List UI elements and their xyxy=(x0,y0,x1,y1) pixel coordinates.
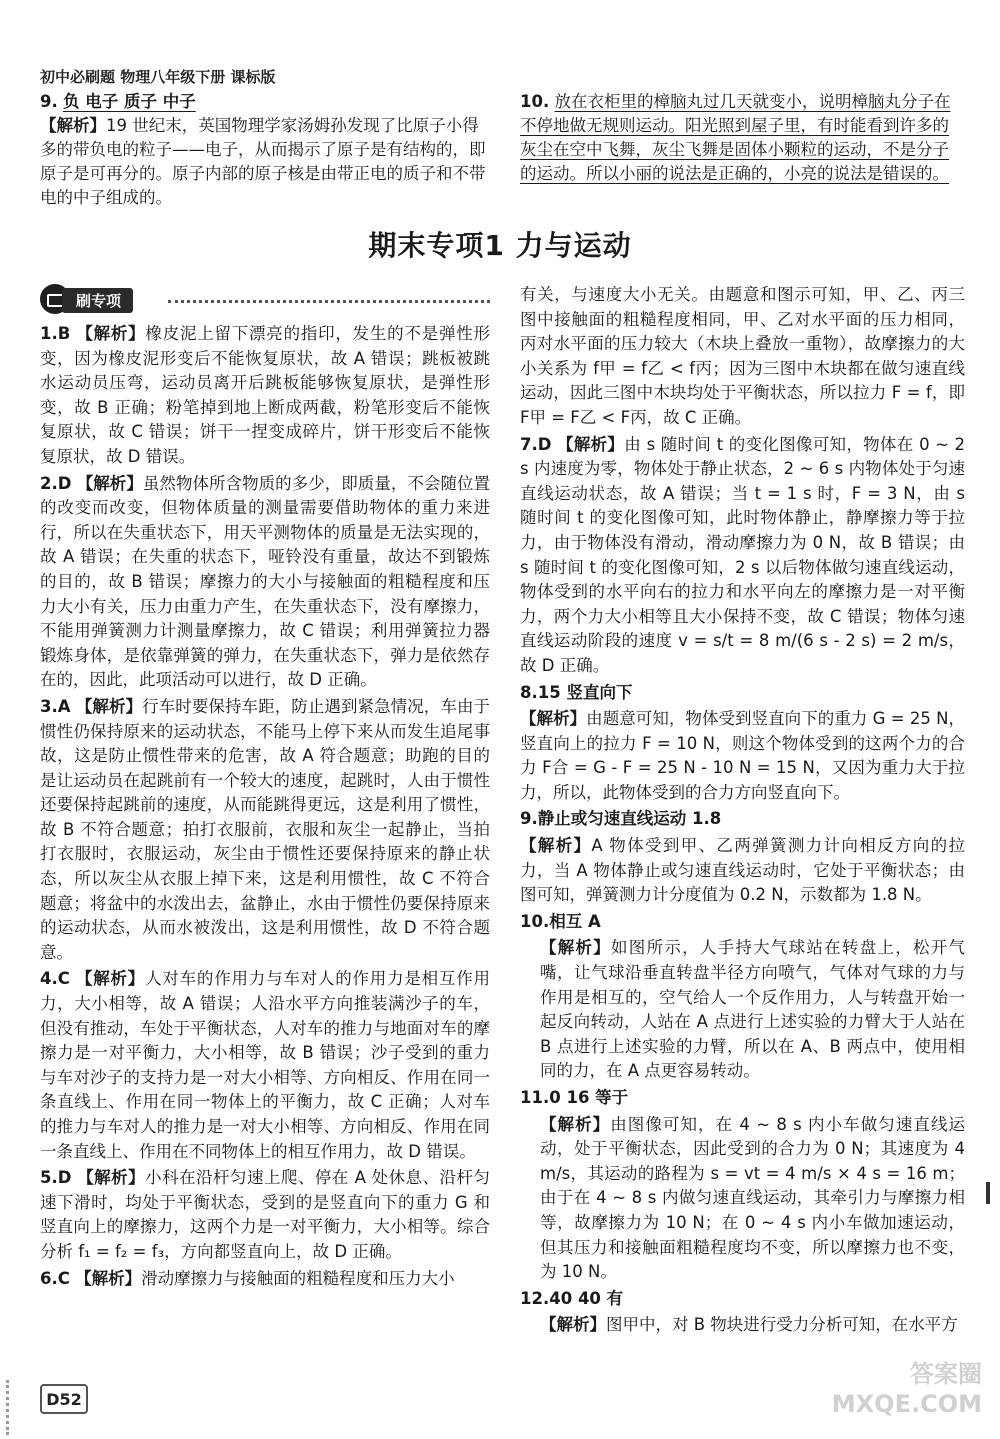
question-number: 5. xyxy=(40,1168,58,1188)
answer-9-block xyxy=(40,90,490,210)
answer-item xyxy=(40,695,490,966)
answer-text: 0 16 等于 xyxy=(549,1088,629,1107)
analysis-text: 放在衣柜里的樟脑丸过几天就变小，说明樟脑丸分子在不停地做无规则运动。阳光照到屋子里，有时能看到许多的灰尘在空中飞舞，灰尘飞舞是固体小颗粒的运动，不是分子的运动。所以小丽的说法是正确的，小亮的说法是错误的。 xyxy=(520,92,951,183)
watermark-line-1: 答案圈 xyxy=(910,1360,982,1388)
answer-item xyxy=(40,967,490,1164)
analysis-text: 19 世纪末，英国物理学家汤姆孙发现了比原子小得多的带负电的粒子——电子，从而揭示了原子是有结构的，即原子是可再分的。原子内部的原子核是由带正电的质子和不带电的中子组成的。 xyxy=(40,116,486,207)
analysis-tag: 【解析】 xyxy=(76,473,143,493)
analysis-tag: 【解析】 xyxy=(75,696,143,716)
answer-item xyxy=(40,1166,490,1264)
section-title: 期末专项1 力与运动 xyxy=(368,229,632,262)
analysis-text: 虽然物体所含物质的多少，即质量，不会随位置的改变而改变，但物体质量的测量需要借助物体的重力来进行，所以在失重状态下，用天平测物体的质量是无法实现的，故 A 错误；在失重的状态下，哑铃没有重量，故达不到锻炼的目的，故 B 错误；摩擦力的大小与接触面的粗糙程度和压力大小有关，压力由重力产生，在失重状态下，没有摩擦力，不能用弹簧测力计测量摩擦力，故 C 错误；利用弹簧拉力器锻炼身体，是依靠弹簧的弹力，在失重状态下，弹力是依然存在的，因此，此项活动可以进行，故 D 正确。 xyxy=(40,473,490,690)
question-number: 4. xyxy=(40,969,58,989)
analysis-tag: 【解析】 xyxy=(520,836,592,856)
section-badge xyxy=(40,284,490,316)
answer-text: C xyxy=(57,969,70,989)
analysis-text: 小科在沿杆匀速上爬、停在 A 处休息、沿杆匀速下滑时，均处于平衡状态，受到的是竖直向下的重力 G 和竖直向上的摩擦力，这两个力是一对平衡力，大小相等。综合分析 f₁ = f₂ = f₃，方向都竖直向上，故 D 正确。 xyxy=(40,1168,490,1261)
question-number: 10. xyxy=(520,92,550,111)
analysis-tag: 【解析】 xyxy=(520,709,587,729)
analysis-block xyxy=(520,834,965,908)
question-number: 2. xyxy=(40,473,58,493)
question-number: 1. xyxy=(40,324,58,343)
analysis-tag: 【解析】 xyxy=(77,1168,146,1188)
analysis-block xyxy=(520,936,965,1084)
analysis-text: 图甲中，对 B 物块进行受力分析可知，在水平方 xyxy=(606,1315,958,1335)
answer-text: 静止或匀速直线运动 1.8 xyxy=(537,809,722,829)
analysis-tag: 【解析】 xyxy=(540,1114,611,1134)
left-column xyxy=(40,322,490,1372)
badge-label: 刷专项 xyxy=(62,288,133,313)
margin-mark xyxy=(986,1182,990,1204)
analysis-text: 行车时要保持车距，防止遇到紧急情况，车由于惯性仍保持原来的运动状态，不能马上停下来从而发生追尾事故，这是防止惯性带来的危害，故 A 符合题意；助跑的目的是让运动员在起跳前有一个较大的速度，起跳时，人由于惯性还要保持起跳前的速度，从而能跳得更远，这是利用了惯性，故 B 不符合题意；拍打衣服前，衣服和灰尘一起静止，当拍打衣服时，衣服运动，灰尘由于惯性还要保持原来的静止状态，所以灰尘从衣服上掉下来，这是利用惯性，故 C 不符合题意；将盆中的水泼出去，盆静止，水由于惯性仍要保持原来的运动状态，从而水被泼出，这是利用惯性，故 D 不符合题意。 xyxy=(40,696,490,962)
question-number: 9. xyxy=(40,92,58,111)
answer-text: 15 竖直向下 xyxy=(537,682,633,702)
analysis-text: 由图像可知，在 4 ~ 8 s 内小车做匀速直线运动，处于平衡状态，因此受到的合力为 0 N；其速度为 4 m/s，其运动的路程为 s = vt = 4 m/s × 4 s = 16 m；由于在 4 ~ 8 s 内做匀速直线运动，其牵引力与摩擦力相等，故摩擦力为 10 N；在 0 ~ 4 s 内小车做加速运动，但其压力和接触面粗糙程度均不变，所以摩擦力也不变，为 10 N。 xyxy=(540,1114,965,1282)
edge-dotted-line xyxy=(6,1380,37,1435)
answer-text: 相互 A xyxy=(549,911,601,931)
analysis-tag: 【解析】 xyxy=(40,116,106,135)
book-header: 初中必刷题 物理八年级下册 课标版 xyxy=(40,68,276,86)
analysis-text: 滑动摩擦力与接触面的粗糙程度和压力大小 xyxy=(141,1268,455,1288)
analysis-tag: 【解析】 xyxy=(75,1268,142,1288)
dotted-divider xyxy=(168,300,490,303)
analysis-tag: 【解析】 xyxy=(540,1315,606,1335)
answer-item xyxy=(520,433,965,679)
analysis-tag: 【解析】 xyxy=(557,434,625,454)
answer-text: B xyxy=(57,324,71,343)
page-number: D52 xyxy=(40,1384,88,1414)
answer-text: 负 电子 质子 中子 xyxy=(63,92,196,111)
answer-text: 40 40 有 xyxy=(549,1288,624,1308)
analysis-tag: 【解析】 xyxy=(75,969,146,989)
analysis-text: 由题意可知，物体受到竖直向下的重力 G = 25 N，竖直向上的拉力 F = 10 N，则这个物体受到的这两个力的合力 F合 = G - F = 25 N - 10 N = 15 N，又因为重力大于拉力，所以，此物体受到的合力方向竖直向下。 xyxy=(520,709,965,802)
question-number: 12. xyxy=(520,1288,550,1308)
answer-item xyxy=(40,322,490,470)
question-number: 10. xyxy=(520,911,550,931)
analysis-block xyxy=(520,1113,965,1285)
answer-text: A xyxy=(57,696,71,716)
analysis-block xyxy=(520,1313,965,1338)
answer-item xyxy=(40,472,490,693)
question-number: 11. xyxy=(520,1088,550,1107)
question-number: 3. xyxy=(40,696,58,716)
answer-item xyxy=(520,807,965,832)
answer-item xyxy=(520,1287,965,1312)
analysis-tag: 【解析】 xyxy=(540,938,612,958)
answer-text: D xyxy=(57,1168,72,1188)
analysis-text: 由 s 随时间 t 的变化图像可知，物体在 0 ~ 2 s 内速度为零，物体处于静止状态，2 ~ 6 s 内物体处于匀速直线运动状态，故 A 错误；当 t = 1 s 时，F = 3 N，由 s 随时间 t 的变化图像可知，此时物体静止，静摩擦力等于拉力，由于物体没有滑动，滑动摩擦力为 0 N，故 B 错误；由 s 随时间 t 的变化图像可知，2 s 以后物体做匀速直线运动，物体受到的水平向右的拉力和水平向左的摩擦力是一对平衡力，两个力大小相等且大小保持不变，故 C 错误；物体匀速直线运动阶段的速度 v = s/t = 8 m/(6 s - 2 s) = 2 m/s，故 D 正确。 xyxy=(520,434,965,675)
analysis-text: 如图所示，人手持大气球站在转盘上，松开气嘴，让气球沿垂直转盘半径方向喷气，气体对气球的力与作用是相互的，空气给人一个反作用力，人与转盘开始一起反向转动，人站在 A 点进行上述实验的力臂大于人站在 B 点进行上述实验的力臂，所以在 A、B 两点中，使用相同的力，在 A 点更容易转动。 xyxy=(540,938,965,1081)
answer-item xyxy=(520,910,965,935)
answer-text: D xyxy=(57,473,72,493)
answer-item xyxy=(40,1267,490,1292)
answer-10-block xyxy=(520,90,965,186)
question-number: 9. xyxy=(520,809,538,829)
analysis-block xyxy=(520,707,965,805)
answer-item xyxy=(520,681,965,706)
watermark-line-2: MXQE.COM xyxy=(831,1390,982,1418)
answer-text: D xyxy=(537,434,552,454)
question-number: 8. xyxy=(520,682,538,702)
analysis-text: A 物体受到甲、乙两弹簧测力计向相反方向的拉力，当 A 物体静止或匀速直线运动时，它处于平衡状态；由图可知，弹簧测力计分度值为 0.2 N，示数都为 1.8 N。 xyxy=(520,836,965,905)
continued-text: 有关，与速度大小无关。由题意和图示可知，甲、乙、丙三图中接触面的粗糙程度相同，甲、乙对水平面的压力相同，丙对水平面的压力较大（木块上叠放一重物），故摩擦力的大小关系为 f甲 = f乙 < f丙；因为三图中木块都在做匀速直线运动，因此三图中木块均处于平衡状态，所以拉力 F = f，即 F甲 = F乙 < F丙，故 C 正确。 xyxy=(520,285,965,427)
watermark xyxy=(782,1359,982,1429)
analysis-text: 人对车的作用力与车对人的作用力是相互作用力，大小相等，故 A 错误；人沿水平方向推装满沙子的车，但没有推动，车处于平衡状态，人对车的推力与地面对车的摩擦力是一对平衡力，大小相等，故 B 错误；沙子受到的重力与车对沙子的支持力是一对大小相等、方向相反、作用在同一条直线上、作用在同一物体上的平衡力，故 C 正确；人对车的推力与车对人的推力是一对大小相等、方向相反、作用在同一条直线上、作用在不同物体上的相互作用力，故 D 错误。 xyxy=(40,969,490,1161)
right-column xyxy=(520,283,965,1383)
analysis-text: 橡皮泥上留下漂亮的指印，发生的不是弹性形变，因为橡皮泥形变后不能恢复原状，故 A 错误；跳板被跳水运动员压弯，运动员离开后跳板能够恢复原状，是弹性形变，故 B 正确；粉笔掉到地上断成两截，粉笔形变后不能恢复原状，故 C 错误；饼干一捏变成碎片，饼干形变后不能恢复原状，故 D 错误。 xyxy=(40,324,490,466)
answer-item xyxy=(520,1086,965,1111)
analysis-tag: 【解析】 xyxy=(76,324,146,343)
answer-text: C xyxy=(57,1268,70,1288)
question-number: 6. xyxy=(40,1268,58,1288)
question-number: 7. xyxy=(520,434,538,454)
